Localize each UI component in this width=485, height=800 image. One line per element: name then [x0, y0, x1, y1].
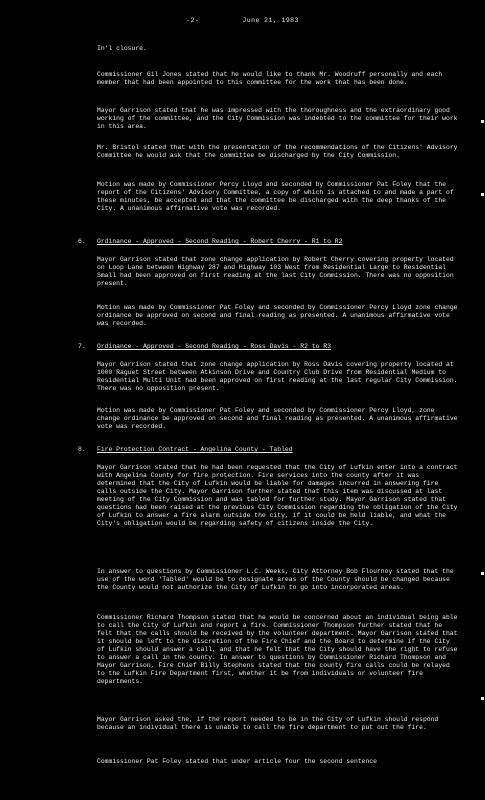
paragraph: Mayor Garrison stated that zone change application by Robert Cherry covering property located on Loop Lane between Highway 287 and Highway 103 West from Residential Large to Residential Small had been approved on first reading at the last City Commission. There was no opposition present.: [97, 256, 454, 287]
paragraph: Mayor Garrison stated that he had been requested that the City of Lufkin enter into a contract with Angelina County for fire protection. Fire services into the county after it was determined that the City of Lufkin would be liable for damages incurred in answering fire calls outside the City. Mayor Garrison further stated that this item was discussed at last meeting of the City Commission and was tabled for further study. Mayor Garrison stated that questions had been raised at the previous City Commission regarding the obligation of the City of Lufkin to answer a fire alarm outside the city, if it could be held liable, and what the City's obligation would be regarding safety of citizens inside the City.: [97, 464, 458, 527]
paragraph: Mr. Bristol stated that with the presentation of the recommendations of the Citizens' Advisory Committee he would ask that the committee be discharged by the City Commission.: [97, 144, 458, 159]
paragraph: Mayor Garrison asked the, if the report needed to be in the City of Lufkin should respond because an individual there is unable to call the fire department to put out the fire.: [97, 716, 439, 731]
scan-margin-mark: [481, 697, 484, 700]
agenda-item-heading: [78, 343, 461, 351]
paragraph: Motion was made by Commissioner Pat Foley and seconded by Commissioner Percy Lloyd, zone change ordinance be approved on second and final reading as presented. A unanimous affirmative vote was recorded.: [97, 407, 458, 430]
page-number: -2-: [186, 17, 200, 24]
item-title: Ordinance - Approved - Second Reading - Ross Davis - R2 to R3: [97, 343, 331, 350]
item-title: Ordinance - Approved - Second Reading - Robert Cherry - R1 to R2: [97, 238, 343, 245]
page-date: June 21, 1983: [242, 17, 299, 24]
paragraph: Motion was made by Commissioner Pat Foley and seconded by Commissioner Percy Lloyd zone change ordinance be approved on second and final reading as presented. A unanimous affirmative vote was recorded.: [97, 304, 458, 327]
paragraph: Motion was made by Commissioner Percy Lloyd and seconded by Commissioner Pat Foley that the report of the Citizens' Advisory Committee, a copy of which is attached to and made a part of these minutes, be accepted and that the committee be discharged with the deep thanks of the City. A unanimous affirmative vote was recorded.: [97, 181, 454, 212]
scan-margin-mark: [481, 572, 484, 575]
agenda-item-heading: [78, 238, 461, 246]
item-title: Fire Protection Contract - Angelina County - Tabled: [97, 446, 293, 453]
item-number: 6.: [78, 238, 86, 245]
paragraph: Commissioner Richard Thompson stated that he would be concerned about an individual being able to call the City of Lufkin and report a fire. Commissioner Thompson further stated that he felt that the calls should be received by the volunteer department. Mayor Garrison stated that it should be left to the discretion of the Fire Chief and the Board to determine if the City of Lufkin should answer a call, and that he felt that the City should have the right to refuse to answer a call in the county. In answer to questions by Commissioner Richard Thompson and Mayor Garrison, Fire Chief Billy Stephens stated that the county fire calls could be relayed to the Lufkin Fire Department first, whether it be from individuals or volunteer fire departments.: [97, 614, 458, 685]
scan-margin-mark: [481, 193, 484, 196]
intro-line: In'l closure.: [97, 45, 147, 52]
paragraph: In answer to questions by Commissioner L.C. Weeks, City Attorney Bob Flournoy stated that the use of the word 'Tabled' would be to designate areas of the County should be changed because the County would not authorize the City of Lufkin to go into incorporated areas.: [97, 568, 454, 591]
paragraph: Mayor Garrison stated that he was impressed with the thoroughness and the extraordinary good working of the committee, and the City Commission was indebted to the committee for their work in this area.: [97, 107, 458, 130]
item-number: 7.: [78, 343, 86, 350]
item-number: 8.: [78, 446, 86, 453]
paragraph: Commissioner Pat Foley stated that under article four the second sentence: [97, 758, 377, 765]
paragraph: Mayor Garrison stated that zone change application by Ross Davis covering property located at 1000 Raguet Street between Atkinson Drive and Country Club Drive from Residential Medium to Residential Multi Unit had been approved on first reading at the last regular City Commission. There was no opposition present.: [97, 361, 458, 392]
agenda-item-heading: [78, 446, 461, 454]
paragraph: Commissioner Gil Jones stated that he would like to thank Mr. Woodruff personally and each member that had been appointed to this committee for the work that has been done.: [97, 71, 443, 86]
scan-margin-mark: [481, 120, 484, 123]
page-header: [0, 17, 485, 25]
